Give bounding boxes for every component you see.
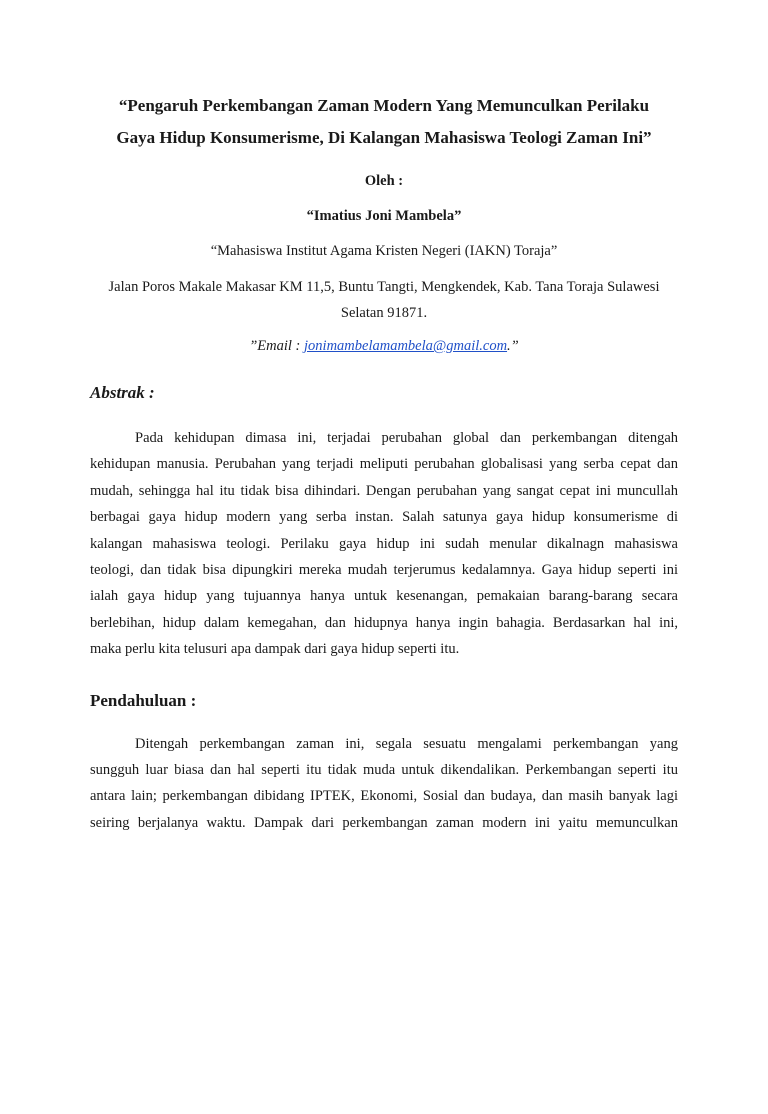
introduction-paragraph [90,731,678,837]
author-address [90,274,678,326]
abstract-line: ialah gaya hidup yang tujuannya hanya untuk kesenangan, pemakaian barang-barang secara [90,588,678,605]
abstract-line: berbagai gaya hidup modern yang serba instan. Salah satunya gaya hidup konsumerisme di [90,509,678,526]
introduction-line: seiring berjalanya waktu. Dampak dari perkembangan zaman modern ini yaitu memunculkan [90,814,678,831]
introduction-line: sungguh luar biasa dan hal seperti itu tidak muda untuk dikendalikan. Perkembangan seperti itu [90,762,678,779]
introduction-line: antara lain; perkembangan dibidang IPTEK, Ekonomi, Sosial dan budaya, dan masih banyak lagi [90,788,678,805]
title-line: Gaya Hidup Konsumerisme, Di Kalangan Mahasiswa Teologi Zaman Ini” [116,128,652,147]
author-name: “Imatius Joni Mambela” [306,208,462,224]
author-affiliation: “Mahasiswa Institut Agama Kristen Negeri (IAKN) Toraja” [210,243,558,259]
abstract-line: kehidupan manusia. Perubahan yang terjadi meliputi perubahan globalisasi yang serba cepat dan [90,456,678,473]
author-email [90,336,678,356]
email-prefix: ”Email : [249,338,305,354]
abstract-line: Pada kehidupan dimasa ini, terjadai perubahan global dan perkembangan ditengah [135,430,678,446]
email-suffix: .” [507,338,519,354]
abstract-line: kalangan mahasiswa teologi. Perilaku gaya hidup ini sudah menular dikalnagn mahasiswa [90,535,678,552]
abstract-line: teologi, dan tidak bisa dipungkiri mereka mudah terjerumus kedalamnya. Gaya hidup seperti ini [90,562,678,579]
introduction-heading: Pendahuluan : [90,690,197,710]
abstract-line: maka perlu kita telusuri apa dampak dari gaya hidup seperti itu. [90,641,460,658]
address-line: Jalan Poros Makale Makasar KM 11,5, Buntu Tangti, Mengkendek, Kab. Tana Toraja Sulawesi [108,279,660,295]
introduction-line: Ditengah perkembangan zaman ini, segala sesuatu mengalami perkembangan yang [135,735,678,752]
document-title [90,90,678,154]
address-line: Selatan 91871. [340,305,428,321]
document-page [0,90,768,1114]
by-label: Oleh : [364,173,404,189]
abstract-line: mudah, sehingga hal itu tidak bisa dihindari. Dengan perubahan yang sangat cepat ini muncullah [90,482,678,499]
abstract-line: berlebihan, hidup dalam kemegahan, dan hidupnya hanya ingin bahagia. Berdasarkan hal ini, [90,614,678,631]
title-line: “Pengaruh Perkembangan Zaman Modern Yang Memunculkan Perilaku [118,96,650,115]
abstract-paragraph [90,425,678,663]
email-link[interactable]: jonimambelamambela@gmail.com [304,338,508,354]
abstract-heading: Abstrak : [90,383,155,402]
